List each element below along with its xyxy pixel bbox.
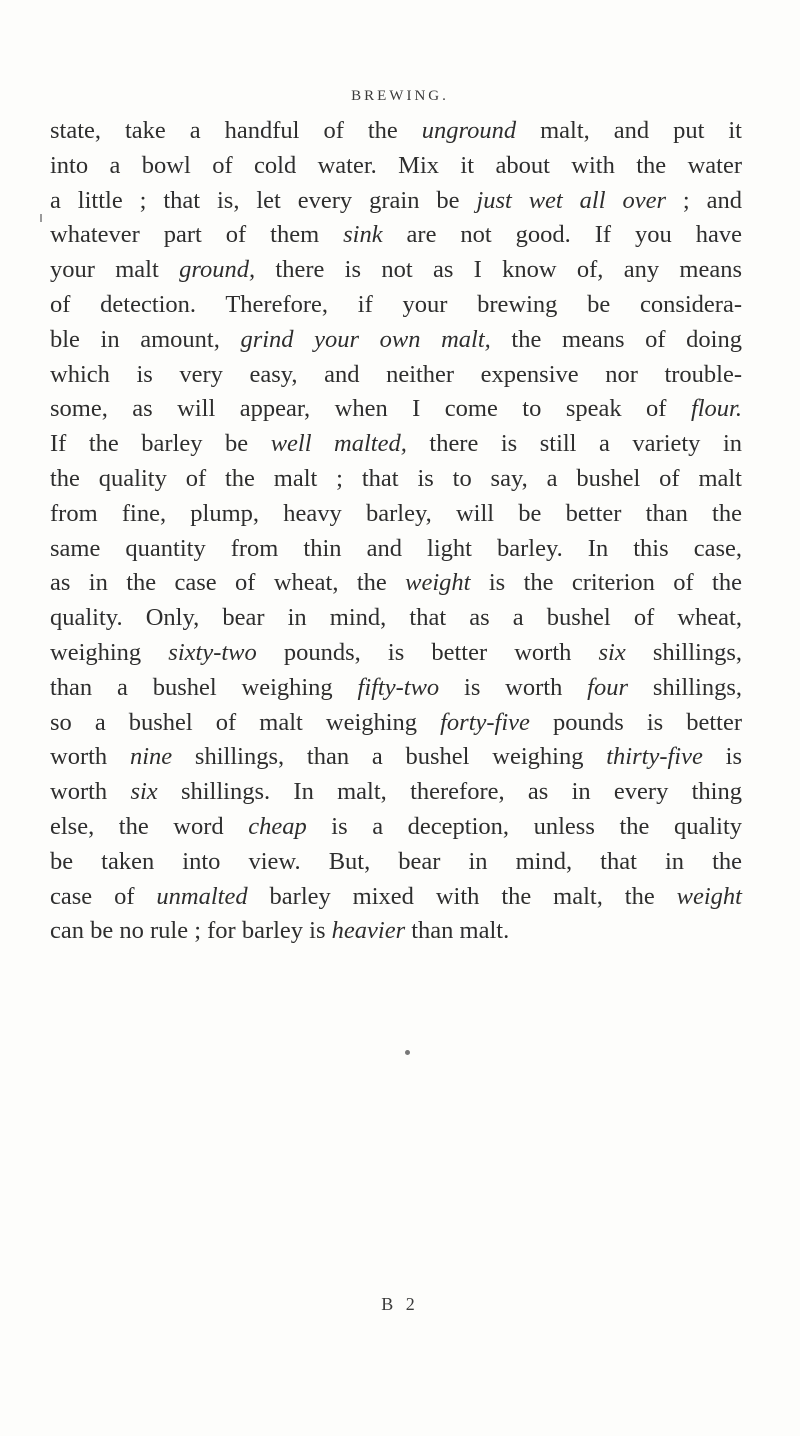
text-line (50, 288, 742, 323)
text-segment: quality. Only, bear in mind, that as a bushel of wheat, (50, 604, 742, 632)
text-segment: so a bushel of malt weighing (50, 708, 441, 736)
text-segment: than a bushel weighing (50, 673, 358, 701)
text-line (50, 427, 742, 462)
text-line (50, 671, 742, 706)
text-segment: worth (50, 743, 130, 771)
text-line (50, 358, 742, 393)
text-segment: from fine, plump, heavy barley, will be better than the (50, 499, 742, 527)
text-segment: malt, and put it (516, 117, 742, 144)
text-line (50, 845, 742, 880)
text-segment: pounds is better (529, 708, 742, 736)
text-line (50, 392, 742, 427)
text-segment: of detection. Therefore, if your brewing be considera- (50, 290, 742, 318)
text-segment: can be no rule ; for barley is (50, 917, 332, 945)
italic-text: ground, (179, 256, 256, 284)
text-segment: a little ; that is, let every grain be (50, 186, 477, 214)
text-line (50, 184, 742, 219)
italic-text: thirty-five (606, 743, 703, 771)
text-line (50, 880, 742, 915)
italic-text: nine (129, 743, 173, 771)
text-segment: as in the case of wheat, the (50, 569, 406, 597)
text-segment: case of (50, 882, 157, 910)
text-segment: shillings, than a bushel weighing (172, 743, 607, 771)
text-line (50, 114, 742, 149)
text-line (50, 323, 742, 358)
text-segment: than malt. (405, 917, 510, 945)
italic-text: four (587, 673, 629, 701)
italic-text: sixty-two (168, 638, 257, 666)
text-line (50, 740, 742, 775)
text-segment: else, the word (50, 812, 249, 840)
italic-text: weight (676, 882, 742, 910)
text-segment: ble in amount, (50, 325, 241, 353)
italic-text: unground (421, 117, 517, 144)
text-segment: is (702, 743, 742, 771)
text-segment: there is not as I know of, any means (255, 256, 742, 284)
italic-text: cheap (248, 812, 307, 840)
text-segment: shillings, (625, 638, 742, 666)
text-segment: state, take a handful of the (50, 117, 422, 144)
signature-mark: B 2 (381, 1294, 419, 1314)
text-line (50, 706, 742, 741)
text-segment: is worth (439, 673, 588, 701)
text-segment: your malt (50, 256, 180, 284)
text-segment: the quality of the malt ; that is to say, a bushel of malt (50, 464, 742, 492)
italic-text: six (130, 778, 158, 806)
text-segment: there is still a variety in (406, 430, 743, 458)
text-segment: is a deception, unless the quality (306, 812, 742, 840)
text-segment: shillings, (628, 673, 743, 701)
text-line (50, 775, 742, 810)
text-line (50, 566, 742, 601)
text-segment: is the criterion of the (470, 569, 742, 597)
italic-text: weight (405, 569, 471, 597)
text-segment: same quantity from thin and light barley. In this case, (50, 534, 742, 562)
italic-text: fifty-two (357, 673, 440, 701)
italic-text: flour. (690, 395, 742, 423)
text-line (50, 636, 742, 671)
italic-text: six (598, 638, 626, 666)
italic-text: heavier (331, 917, 406, 945)
italic-text: forty-five (440, 708, 530, 736)
text-segment: shillings. In malt, therefore, as in every thing (157, 778, 742, 806)
text-line (50, 462, 742, 497)
text-segment: into a bowl of cold water. Mix it about with the water (50, 151, 742, 179)
text-segment: some, as will appear, when I come to speak of (50, 395, 691, 423)
text-line (50, 810, 742, 845)
text-segment: weighing (50, 638, 169, 666)
text-segment: which is very easy, and neither expensive nor trouble- (50, 360, 742, 388)
text-line (50, 149, 742, 184)
text-line (50, 601, 742, 636)
text-segment: If the barley be (50, 430, 271, 458)
text-segment: ; and (665, 186, 742, 214)
running-head: BREWING. (351, 88, 449, 104)
text-line (50, 532, 742, 567)
text-segment: the means of doing (490, 325, 742, 353)
text-line (50, 914, 742, 949)
text-segment: whatever part of them (50, 221, 344, 249)
text-segment: be taken into view. But, bear in mind, that in the (50, 847, 742, 875)
text-segment: barley mixed with the malt, the (247, 882, 677, 910)
italic-text: sink (343, 221, 383, 249)
text-line (50, 497, 742, 532)
body-text (50, 114, 742, 949)
text-segment: worth (50, 778, 131, 806)
italic-text: unmalted (156, 882, 248, 910)
ink-dot (405, 1050, 410, 1055)
text-line (50, 218, 742, 253)
margin-mark (40, 214, 42, 222)
text-segment: are not good. If you have (382, 221, 742, 249)
italic-text: grind your own malt, (240, 325, 491, 353)
text-segment: pounds, is better worth (256, 638, 599, 666)
text-line (50, 253, 742, 288)
italic-text: just wet all over (476, 186, 666, 214)
italic-text: well malted, (270, 430, 407, 458)
